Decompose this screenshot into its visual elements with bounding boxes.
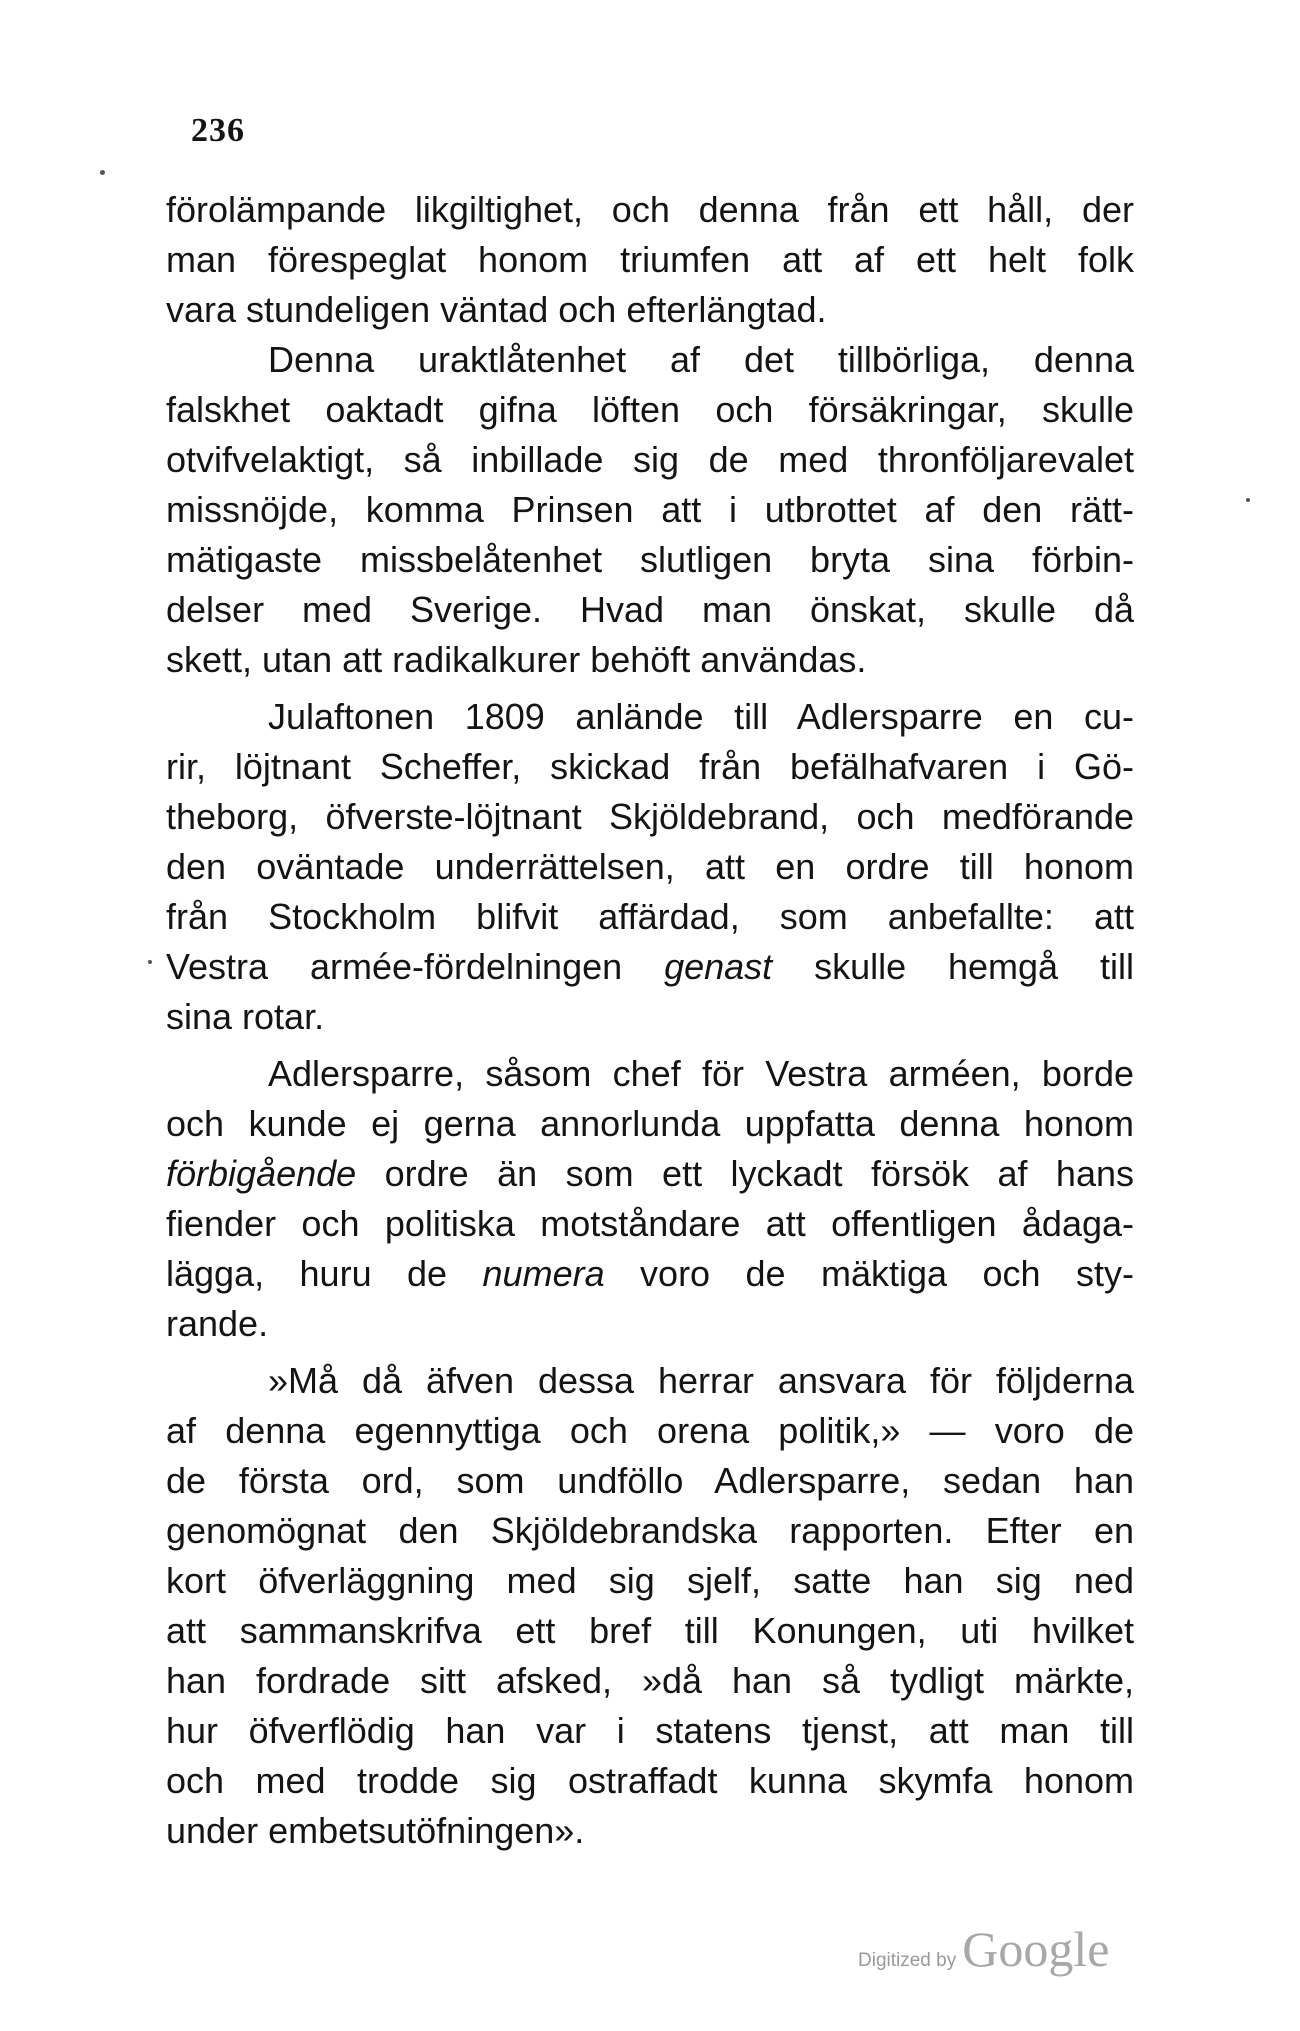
italic-word: förbigående xyxy=(166,1153,357,1194)
text-line: af denna egennyttiga och orena politik,» — voro de xyxy=(166,1410,1134,1451)
text-line xyxy=(166,1249,1134,1299)
text-line: falskhet oaktadt gifna löften och försäkringar, skulle xyxy=(166,389,1134,430)
page-number: 236 xyxy=(191,112,245,149)
speck-mark xyxy=(148,960,152,964)
paragraph-first-line: Adlersparre, såsom chef för Vestra arméen, borde xyxy=(268,1053,1134,1094)
text-line xyxy=(166,1149,1134,1199)
text-line: theborg, öfverste-löjtnant Skjöldebrand, och medförande xyxy=(166,796,1134,837)
paragraph-first-line: »Må då äfven dessa herrar ansvara för följderna xyxy=(268,1360,1134,1401)
speck-mark xyxy=(100,170,105,175)
text-line: förolämpande likgiltighet, och denna från ett håll, der xyxy=(166,189,1134,230)
text-line: han fordrade sitt afsked, »då han så tydligt märkte, xyxy=(166,1660,1134,1701)
text-segment: lägga, huru de xyxy=(166,1253,448,1294)
text-line: missnöjde, komma Prinsen att i utbrottet af den rätt- xyxy=(166,489,1134,530)
text-line: rande. xyxy=(166,1303,269,1344)
text-line: otvifvelaktigt, så inbillade sig de med thronföljarevalet xyxy=(166,439,1134,480)
text-line: att sammanskrifva ett bref till Konungen, uti hvilket xyxy=(166,1610,1134,1651)
text-line: och kunde ej gerna annorlunda uppfatta denna honom xyxy=(166,1103,1134,1144)
paragraph-first-line: Denna uraktlåtenhet af det tillbörliga, denna xyxy=(268,339,1134,380)
text-line: de första ord, som undföllo Adlersparre, sedan han xyxy=(166,1460,1134,1501)
text-line: vara stundeligen väntad och efterlängtad. xyxy=(166,289,827,330)
text-line: rir, löjtnant Scheffer, skickad från befälhafvaren i Gö- xyxy=(166,746,1134,787)
italic-word: genast xyxy=(664,946,773,987)
italic-word: numera xyxy=(482,1253,605,1294)
text-line: mätigaste missbelåtenhet slutligen bryta sina förbin- xyxy=(166,539,1134,580)
digitized-by-watermark xyxy=(858,1920,1109,1978)
text-line: genomögnat den Skjöldebrandska rapporten. Efter en xyxy=(166,1510,1134,1551)
text-segment: voro de mäktiga och sty- xyxy=(640,1253,1134,1294)
speck-mark xyxy=(1246,498,1250,502)
text-line: och med trodde sig ostraffadt kunna skymfa honom xyxy=(166,1760,1134,1801)
text-line: den oväntade underrättelsen, att en ordre till honom xyxy=(166,846,1134,887)
text-line: man förespeglat honom triumfen att af ett helt folk xyxy=(166,239,1134,280)
paragraph-first-line: Julaftonen 1809 anlände till Adlersparre en cu- xyxy=(268,696,1134,737)
google-logo: Google xyxy=(962,1921,1110,1977)
text-line: sina rotar. xyxy=(166,996,325,1037)
watermark-prefix: Digitized by xyxy=(858,1950,957,1971)
body-text xyxy=(166,185,1134,1856)
text-line: skett, utan att radikalkurer behöft användas. xyxy=(166,639,867,680)
text-line: kort öfverläggning med sig sjelf, satte han sig ned xyxy=(166,1560,1134,1601)
text-segment: Vestra armée-fördelningen xyxy=(166,946,623,987)
text-line: fiender och politiska motståndare att offentligen ådaga- xyxy=(166,1203,1134,1244)
text-line: hur öfverflödig han var i statens tjenst, att man till xyxy=(166,1710,1134,1751)
text-line: delser med Sverige. Hvad man önskat, skulle då xyxy=(166,589,1134,630)
text-line xyxy=(166,942,1134,992)
text-segment: skulle hemgå till xyxy=(814,946,1134,987)
text-line: från Stockholm blifvit affärdad, som anbefallte: att xyxy=(166,896,1134,937)
text-line: under embetsutöfningen». xyxy=(166,1810,585,1851)
text-segment: ordre än som ett lyckadt försök af hans xyxy=(384,1153,1134,1194)
